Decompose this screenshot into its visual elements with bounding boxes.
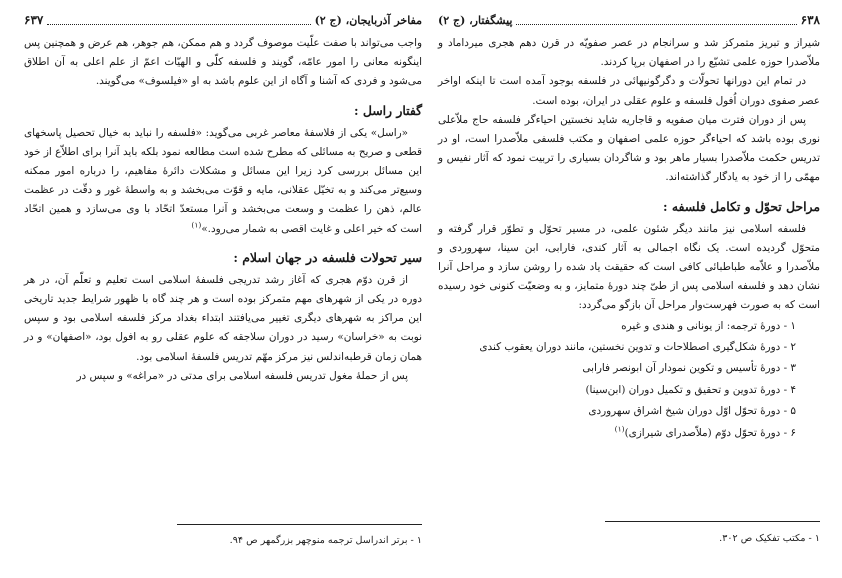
paragraph: فلسفه اسلامی نیز مانند دیگر شئون علمی، در مسیر تحوّل و تطوّر قرار گرفته و متحوّل گردیده است. یک نگاه اجمالی به آثار کندی، فارابی، ابن سینا، سهروردی و ملاّصدرا و علاّمه طباطبائی کافی است که حقیقت یاد شده را روشن سازد و مراحل آنرا نشان دهد و فلسفه اسلامی پس از طیّ چند دورهٔ متمایز، و به وضعیّت کنونی خود رسیده است که به صورت فهرست‌وار مراحل آن بازگو می‌گردد: <box>438 222 820 312</box>
list <box>438 316 820 444</box>
list-item: ۴ - دورهٔ تدوین و تحقیق و تکمیل دوران (ابن‌سینا) <box>585 383 796 396</box>
paragraph: در تمام این دورانها تحولّات و دگرگونیهائی در فلسفه بوجود آمده است تا اینکه اواخر عصر صفوی دوران اُفول فلسفه و علوم عقلی در ایران، بوده است. <box>438 75 820 107</box>
header-dot-leader <box>516 16 796 25</box>
footnote: ۱ - برتر اندراسل ترجمه منوچهر بزرگمهر ص ۹۴. <box>229 535 422 546</box>
page-number: ۶۳۸ <box>800 13 820 27</box>
header-title: پیشگفتار، (ج ۲) <box>438 13 513 27</box>
header-title: مفاخر آذربایجان، (ج ۲) <box>314 13 422 27</box>
section-heading: مراحل تحوّل و تکامل فلسفه : <box>662 198 820 214</box>
paragraph <box>24 124 422 239</box>
running-header <box>24 10 422 30</box>
list-item: ۵ - دورهٔ تحوّل اوّل دوران شیخ اشراق سهروردی <box>588 405 796 418</box>
footnote: ۱ - مکتب تفکیک ص ۳۰۲. <box>719 533 820 544</box>
list-item-text: ۶ - دورهٔ تحوّل دوّم (ملاّصدرای شیرازی) <box>624 426 796 439</box>
running-header <box>438 10 820 30</box>
list-item: ۱ - دورهٔ ترجمه: از یونانی و هندی و غیره <box>621 319 796 332</box>
footnote-rule <box>177 524 422 525</box>
footnote-reference: (۱) <box>614 424 625 434</box>
paragraph-text: «راسل» یکی از فلاسفهٔ معاصر غربی می‌گوید: «فلسفه را نباید به خیال تحصیل پاسخهای قطعی و صریح به مسائلی که مطرح شده است مطالعه نمود بلکه باید آنرا برای اطلاّع از خود این مسائل بررسی کرد زیرا این مسائل و مشکلات دائرهٔ مفاهیم، را درباره امور ممکنه وسیع‌تر می‌کند و به تخیّل عقلانی، مایه و قوّت می‌بخشد و به واسطهٔ غور و دقّت در عظمت عالم، ذهن را عظمت و وسعت می‌بخشد و آنرا مستعدّ اتحّاد با وی می‌سازد و همین اتحّاد است که خیر اعلی و غایت اقصی به شمار می‌رود.» <box>24 126 422 235</box>
footnote-rule <box>605 521 820 522</box>
list-item: ۳ - دورهٔ تأسیس و تکوین نمودار آن ابونصر فارابی <box>582 362 796 375</box>
paragraph: از قرن دوّم هجری که آغاز رشد تدریجی فلسفهٔ اسلامی است تعلیم و تعلّم آن، در هر دوره در یکی از شهرهای مهم متمرکز بوده است و هر چند گاه با ظهور شرایط جدید تاریخی این مراکز به شهرهای دیگری تغییر می‌یافتند ابتداء بغداد مرکز فلسفه اسلامی بود و سپس نوبت به «خراسان» رسید در دوران سلاجقه که علوم عقلی رو به افول بود، «اصفهان» و در همان زمان قرطبه‌اندلس نیز مرکز مهّم تدریس فلسفهٔ اسلامی بود. <box>24 273 422 363</box>
left-page <box>24 0 422 578</box>
page-number: ۶۳۷ <box>24 13 44 27</box>
section-heading: سیر تحولات فلسفه در جهان اسلام : <box>233 249 422 265</box>
paragraph: واجب می‌تواند با صفت علّیت موصوف گردد و هم ممکن، هم جوهر، هم عرض و همچنین پس اینگونه معانی را امور عامّه، گویند و فلسفه کلّی و الهیّات اعمّ از علم اعلی به آن اطلاق می‌شود و فردی که آشنا و آگاه از این علوم باشد به او «فیلسوف» می‌گویند. <box>24 37 422 88</box>
paragraph: شیراز و تبریز متمرکز شد و سرانجام در عصر صفویّه در قرن دهم هجری میرداماد و ملاّصدرا حوزه علمی تشیّع را در اصفهان برپا کردند. <box>438 37 820 69</box>
paragraph: پس از حملهٔ مغول تدریس فلسفه اسلامی برای مدتی در «مراغه» و سپس در <box>76 369 408 382</box>
section-heading: گفتار راسل : <box>353 102 422 118</box>
right-page <box>438 0 820 578</box>
header-dot-leader <box>47 16 310 25</box>
list-item: ۲ - دورهٔ شکل‌گیری اصطلاحات و تدوین نخستین، مانند دوران یعقوب کندی <box>479 341 796 354</box>
page-body <box>24 34 422 386</box>
list-item <box>438 423 820 444</box>
paragraph: پس از دوران فترت میان صفویه و قاجاریه شاید نخستین احیاءگر فلسفه حاج ملاّعلی نوری بوده باشد که احیاءگر حوزه علمی اصفهان و مکتب فلسفی ملاّصدرا است، او در تدریس حکمت ملاّصدرا بسیار ماهر بود و شاگردان بسیاری را تربیت نمود که آثار نفیس و مهمّی را از خود به یادگار گذاشته‌اند. <box>438 113 820 184</box>
page-body <box>438 34 820 444</box>
footnote-reference: (۱) <box>191 220 202 230</box>
